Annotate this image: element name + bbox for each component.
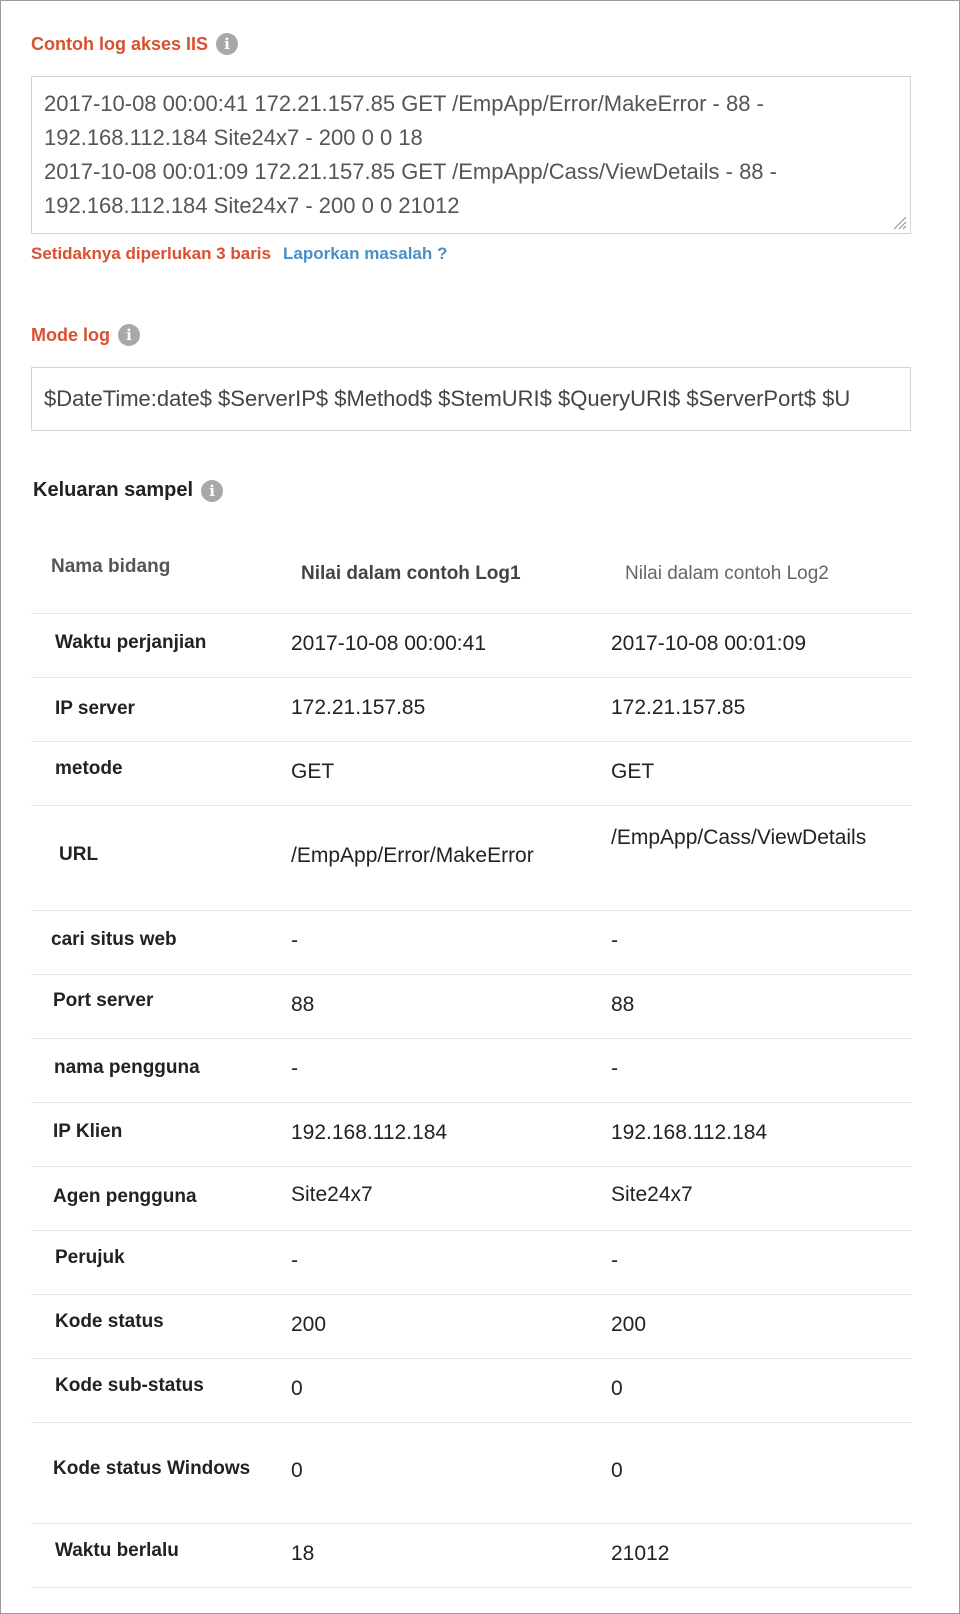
field-name-cell: Agen pengguna <box>53 1186 197 1207</box>
log-mode-title <box>31 324 140 346</box>
sample-log-title <box>31 33 238 55</box>
table-row <box>31 677 911 741</box>
log2-value-cell: 192.168.112.184 <box>611 1121 768 1144</box>
field-name-cell: Kode status <box>55 1311 164 1332</box>
field-name-cell: URL <box>59 844 99 865</box>
log1-value-cell: 0 <box>291 1459 303 1482</box>
table-row <box>31 974 911 1038</box>
resize-handle-icon[interactable] <box>891 214 907 230</box>
log1-value-cell: 200 <box>291 1313 327 1336</box>
table-header <box>31 536 911 613</box>
field-name-cell: cari situs web <box>51 929 177 950</box>
log1-value-cell: - <box>291 929 298 952</box>
table-row <box>31 910 911 974</box>
field-name-cell: Kode sub-status <box>55 1375 204 1396</box>
log-line: 2017-10-08 00:01:09 172.21.157.85 GET /EmpApp/Cass/ViewDetails - 88 - <box>44 159 777 184</box>
field-name-cell: Perujuk <box>55 1247 125 1268</box>
table-row <box>31 1230 911 1294</box>
header-field-name: Nama bidang <box>51 556 171 577</box>
sample-output-table <box>31 536 911 1588</box>
log1-value-cell: 192.168.112.184 <box>291 1121 448 1144</box>
table-row <box>31 1523 911 1588</box>
log1-value-cell: Site24x7 <box>291 1183 373 1206</box>
log2-value-cell: - <box>611 929 618 952</box>
log-mode-label: Mode log <box>31 324 110 345</box>
log2-value-cell: 0 <box>611 1459 623 1482</box>
info-icon[interactable]: i <box>201 480 223 502</box>
field-name-cell: Waktu perjanjian <box>55 632 207 653</box>
table-row <box>31 1166 911 1230</box>
log1-value-cell: 18 <box>291 1542 315 1565</box>
log2-value-cell: 200 <box>611 1313 647 1336</box>
header-log2-value: Nilai dalam contoh Log2 <box>625 563 829 584</box>
sample-log-hint-row <box>31 244 447 264</box>
field-name-cell: Kode status Windows <box>53 1458 251 1479</box>
log2-value-cell: - <box>611 1057 618 1080</box>
sample-output-title <box>33 479 223 502</box>
table-row <box>31 1358 911 1422</box>
log-line: 2017-10-08 00:00:41 172.21.157.85 GET /EmpApp/Error/MakeError - 88 - <box>44 91 764 116</box>
log1-value-cell: 2017-10-08 00:00:41 <box>291 632 486 655</box>
min-lines-hint: Setidaknya diperlukan 3 baris <box>31 244 271 263</box>
log2-value-cell: 0 <box>611 1377 623 1400</box>
field-name-cell: nama pengguna <box>54 1057 200 1078</box>
info-icon[interactable]: i <box>118 324 140 346</box>
log2-value-cell: 21012 <box>611 1542 670 1565</box>
table-row <box>31 805 911 910</box>
table-row <box>31 741 911 805</box>
log1-value-cell: 0 <box>291 1377 303 1400</box>
field-name-cell: metode <box>55 758 123 779</box>
log1-value-cell: 88 <box>291 993 315 1016</box>
log1-value-cell: GET <box>291 760 335 783</box>
log1-value-cell: - <box>291 1057 298 1080</box>
table-row <box>31 1294 911 1358</box>
field-name-cell: IP Klien <box>53 1121 123 1142</box>
log1-value-cell: 172.21.157.85 <box>291 696 426 719</box>
log2-value-cell: 2017-10-08 00:01:09 <box>611 632 806 655</box>
table-row <box>31 1038 911 1102</box>
log-mode-input[interactable]: $DateTime:date$ $ServerIP$ $Method$ $StemURI$ $QueryURI$ $ServerPort$ $U <box>31 367 911 431</box>
sample-log-label: Contoh log akses IIS <box>31 33 209 54</box>
log2-value-cell: GET <box>611 760 655 783</box>
table-row <box>31 613 911 677</box>
log-line: 192.168.112.184 Site24x7 - 200 0 0 18 <box>44 125 423 150</box>
log2-value-cell: 88 <box>611 993 635 1016</box>
log2-value-cell: - <box>611 1249 618 1272</box>
sample-output-label: Keluaran sampel <box>33 479 194 501</box>
log-line: 192.168.112.184 Site24x7 - 200 0 0 21012 <box>44 193 460 218</box>
report-problem-link[interactable]: Laporkan masalah ? <box>282 244 448 263</box>
table-row <box>31 1102 911 1166</box>
log1-value-cell: /EmpApp/Error/MakeError <box>291 844 534 867</box>
sample-log-textarea[interactable] <box>31 76 911 234</box>
table-row <box>31 1422 911 1523</box>
field-name-cell: Port server <box>53 990 154 1011</box>
log2-value-cell: 172.21.157.85 <box>611 696 746 719</box>
log1-value-cell: - <box>291 1249 298 1272</box>
info-icon[interactable]: i <box>216 33 238 55</box>
field-name-cell: Waktu berlalu <box>55 1540 179 1561</box>
header-log1-value: Nilai dalam contoh Log1 <box>301 563 521 584</box>
log2-value-cell: /EmpApp/Cass/ViewDetails <box>611 826 867 849</box>
log2-value-cell: Site24x7 <box>611 1183 693 1206</box>
field-name-cell: IP server <box>55 698 135 719</box>
